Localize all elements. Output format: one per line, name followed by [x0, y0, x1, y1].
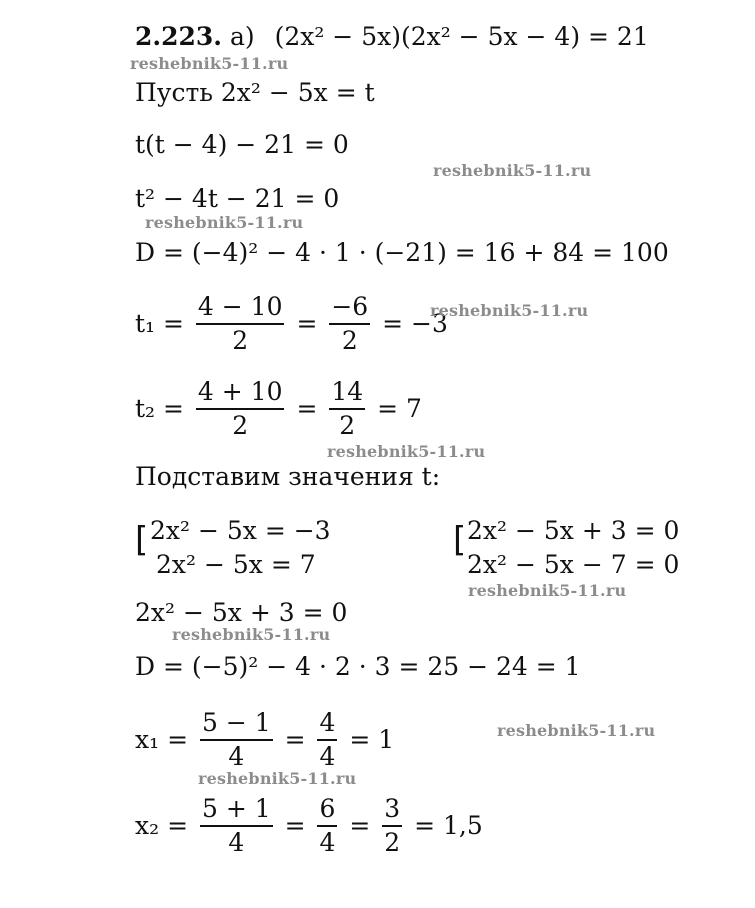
root-x2-result: = 1,5 — [414, 811, 483, 840]
fraction-denominator: 2 — [232, 411, 249, 440]
root-x2-label: x₂ = — [135, 811, 189, 840]
fraction-numerator: 6 — [317, 793, 337, 827]
fraction-denominator: 4 — [319, 742, 336, 771]
watermark-8: reshebnik5-11.ru — [497, 721, 656, 740]
fraction-denominator: 2 — [384, 828, 401, 857]
discriminant-x: D = (−5)² − 4 · 2 · 3 = 25 − 24 = 1 — [135, 652, 581, 681]
system-left-eq2: 2x² − 5x = 7 — [156, 550, 316, 579]
fraction — [317, 793, 337, 859]
root-t2-label: t₂ = — [135, 394, 184, 423]
watermark-5: reshebnik5-11.ru — [327, 442, 486, 461]
fraction — [329, 291, 370, 357]
fraction-denominator: 4 — [228, 828, 245, 857]
substitute-line: Подставим значения t: — [135, 462, 441, 491]
fraction-denominator: 2 — [232, 326, 249, 355]
problem-equation: (2x² − 5x)(2x² − 5x − 4) = 21 — [274, 22, 649, 51]
fraction — [196, 376, 285, 442]
watermark-3: reshebnik5-11.ru — [145, 213, 304, 232]
system-right-eq1: 2x² − 5x + 3 = 0 — [467, 516, 680, 545]
fraction-numerator: 4 — [317, 707, 337, 741]
problem-header — [135, 22, 649, 52]
equation-t-quadratic: t² − 4t − 21 = 0 — [135, 184, 340, 213]
fraction — [382, 793, 402, 859]
fraction-numerator: 4 + 10 — [196, 376, 285, 410]
fraction-numerator: −6 — [329, 291, 370, 325]
root-t1-label: t₁ = — [135, 309, 184, 338]
fraction-numerator: 4 − 10 — [196, 291, 285, 325]
fraction — [200, 707, 273, 773]
watermark-9: reshebnik5-11.ru — [198, 769, 357, 788]
fraction-numerator: 5 − 1 — [200, 707, 273, 741]
let-line: Пусть 2x² − 5x = t — [135, 78, 375, 107]
fraction-numerator: 14 — [329, 376, 365, 410]
fraction — [317, 707, 337, 773]
fraction — [200, 793, 273, 859]
root-t2-result: = 7 — [377, 394, 422, 423]
equals-sign: = — [296, 309, 318, 338]
problem-part: а) — [229, 22, 255, 51]
fraction — [329, 376, 365, 442]
root-t1 — [135, 291, 448, 357]
fraction-denominator: 2 — [339, 411, 356, 440]
equation-t: t(t − 4) − 21 = 0 — [135, 130, 349, 159]
fraction-denominator: 4 — [319, 828, 336, 857]
discriminant-t: D = (−4)² − 4 · 1 · (−21) = 16 + 84 = 100 — [135, 238, 669, 267]
equals-sign: = — [284, 811, 306, 840]
fraction-numerator: 3 — [382, 793, 402, 827]
root-x2 — [135, 793, 483, 859]
system-left-eq1: 2x² − 5x = −3 — [150, 516, 331, 545]
equation-x-quadratic: 2x² − 5x + 3 = 0 — [135, 598, 348, 627]
fraction — [196, 291, 285, 357]
equals-sign: = — [349, 811, 371, 840]
problem-number: 2.223. — [135, 22, 222, 51]
root-x1-result: = 1 — [349, 725, 395, 754]
watermark-6: reshebnik5-11.ru — [468, 581, 627, 600]
root-x1-label: x₁ = — [135, 725, 189, 754]
watermark-2: reshebnik5-11.ru — [433, 161, 592, 180]
fraction-numerator: 5 + 1 — [200, 793, 273, 827]
fraction-denominator: 4 — [228, 742, 245, 771]
watermark-1: reshebnik5-11.ru — [130, 54, 289, 73]
equals-sign: = — [296, 394, 318, 423]
square-bracket-right-system: [ — [453, 520, 467, 560]
root-x1 — [135, 707, 394, 773]
fraction-denominator: 2 — [341, 326, 358, 355]
system-right-eq2: 2x² − 5x − 7 = 0 — [467, 550, 680, 579]
square-bracket-left-system: [ — [135, 520, 149, 560]
watermark-7: reshebnik5-11.ru — [172, 625, 331, 644]
watermark-4: reshebnik5-11.ru — [430, 301, 589, 320]
equals-sign: = — [284, 725, 306, 754]
root-t2 — [135, 376, 422, 442]
root-t1-result: = −3 — [382, 309, 448, 338]
